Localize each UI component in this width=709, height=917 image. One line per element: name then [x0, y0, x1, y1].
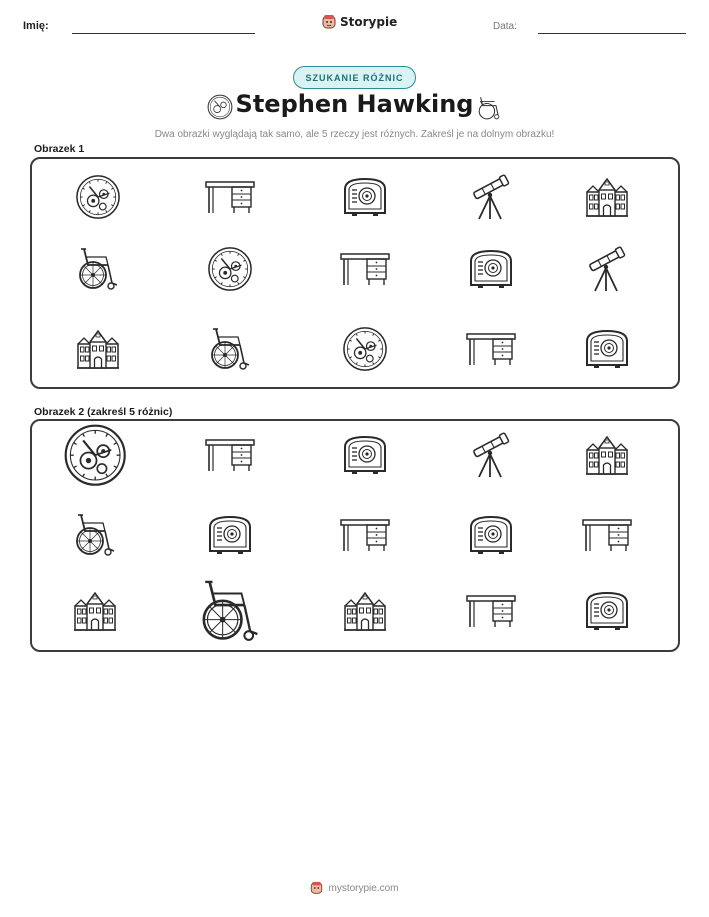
clock-icon — [75, 174, 121, 220]
desk-icon[interactable] — [340, 518, 390, 552]
activity-badge: SZUKANIE RÓŻNIC — [293, 66, 416, 89]
name-line[interactable] — [72, 33, 255, 34]
date-line[interactable] — [538, 33, 686, 34]
storypie-mascot-icon — [322, 14, 336, 30]
clock-icon — [207, 246, 253, 292]
wheelchair-icon — [475, 93, 503, 121]
radio-icon[interactable] — [584, 591, 630, 631]
date-label: Data: — [493, 21, 517, 32]
desk-icon — [340, 252, 390, 286]
name-label: Imię: — [23, 20, 49, 32]
radio-icon — [468, 249, 514, 289]
picture2-label: Obrazek 2 (zakreśl 5 różnic) — [34, 406, 173, 418]
telescope-icon[interactable] — [471, 432, 511, 478]
desk-icon[interactable] — [205, 438, 255, 472]
desk-icon — [466, 332, 516, 366]
brand-logo — [322, 14, 397, 30]
building-icon — [76, 328, 120, 370]
page-title: Stephen Hawking — [235, 90, 474, 118]
radio-icon — [342, 177, 388, 217]
telescope-icon — [587, 246, 627, 292]
clock-icon[interactable] — [63, 423, 127, 487]
radio-icon[interactable] — [468, 515, 514, 555]
desk-icon[interactable] — [466, 594, 516, 628]
picture2-panel[interactable] — [30, 419, 680, 652]
instructions: Dwa obrazki wyglądają tak samo, ale 5 rzeczy jest różnych. Zakreśl je na dolnym obrazku! — [154, 129, 555, 140]
wheelchair-icon — [76, 247, 120, 291]
building-icon[interactable] — [585, 434, 629, 476]
radio-icon[interactable] — [342, 435, 388, 475]
picture1-panel — [30, 157, 680, 389]
wheelchair-icon — [208, 327, 252, 371]
building-icon[interactable] — [343, 590, 387, 632]
storypie-mascot-icon — [310, 881, 323, 895]
desk-icon — [205, 180, 255, 214]
radio-icon[interactable] — [207, 515, 253, 555]
building-icon — [585, 176, 629, 218]
radio-icon — [584, 329, 630, 369]
telescope-icon — [471, 174, 511, 220]
building-icon[interactable] — [73, 590, 117, 632]
footer — [0, 881, 709, 895]
brand-name: Storypie — [340, 15, 398, 29]
footer-site: mystorypie.com — [328, 882, 399, 894]
desk-icon[interactable] — [582, 518, 632, 552]
clock-icon — [342, 326, 388, 372]
wheelchair-icon[interactable] — [198, 579, 262, 643]
wheelchair-icon[interactable] — [73, 513, 117, 557]
picture1-label: Obrazek 1 — [34, 143, 85, 155]
